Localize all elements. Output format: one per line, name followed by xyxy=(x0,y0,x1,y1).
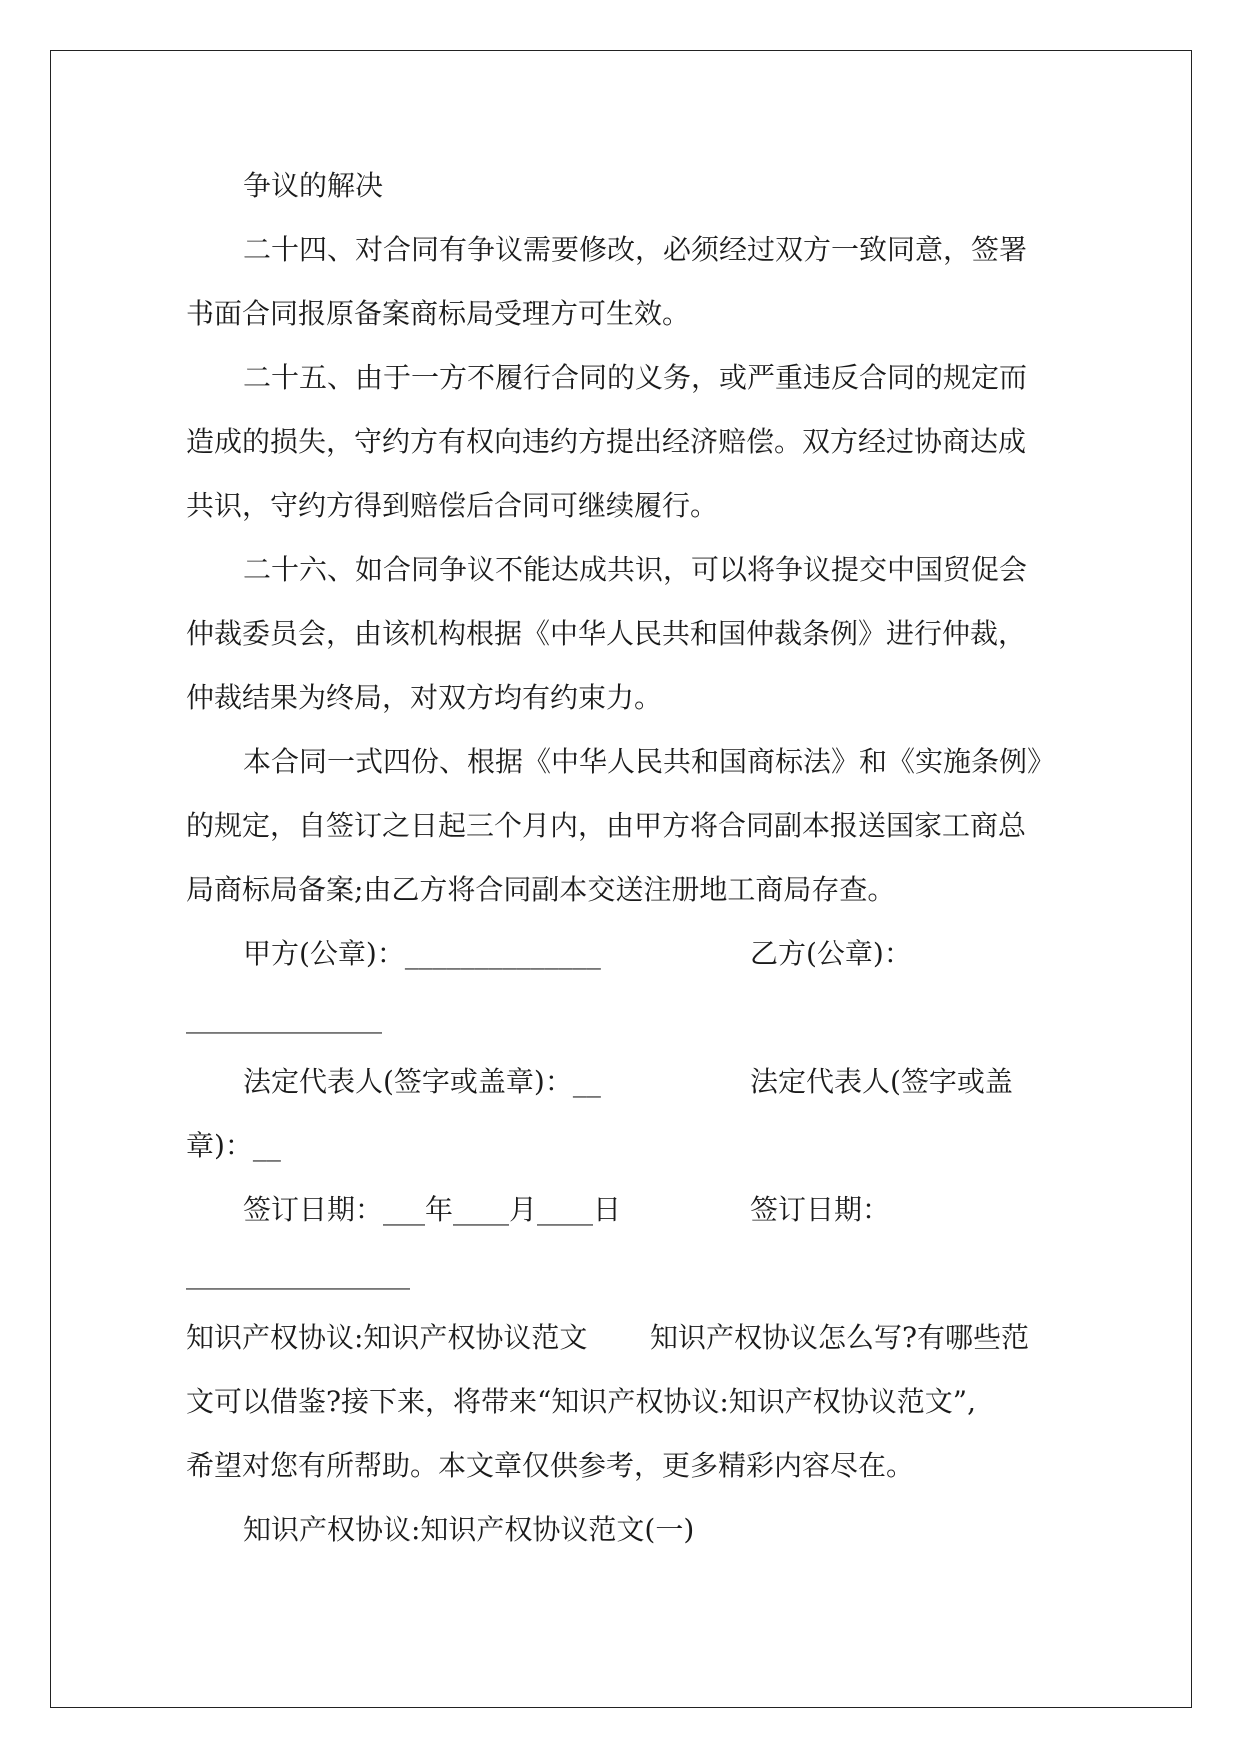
clause-25-line-2: 造成的损失，守约方有权向违约方提出经济赔偿。双方经过协商达成 xyxy=(186,425,1027,458)
intro-line-1-right: 知识产权协议怎么写?有哪些范 xyxy=(650,1321,1030,1354)
party-a-sign-date-field: 签订日期：___年____月____日 xyxy=(243,1193,622,1226)
copies-clause-line-3: 局商标局备案;由乙方将合同副本交送注册地工商局存查。 xyxy=(186,873,896,906)
party-a-representative-field: 法定代表人(签字或盖章)：__ xyxy=(243,1065,601,1098)
party-b-sign-date-field: 签订日期： xyxy=(750,1193,891,1226)
article-heading: 知识产权协议:知识产权协议范文(一) xyxy=(243,1513,695,1546)
clause-24-line-2: 书面合同报原备案商标局受理方可生效。 xyxy=(186,297,691,330)
clause-24-line-1: 二十四、对合同有争议需要修改，必须经过双方一致同意，签署 xyxy=(243,233,1028,266)
intro-line-2: 文可以借鉴?接下来，将带来“知识产权协议:知识产权协议范文”, xyxy=(186,1385,976,1418)
copies-clause-line-1: 本合同一式四份、根据《中华人民共和国商标法》和《实施条例》 xyxy=(243,745,1056,778)
party-b-seal-blank: ______________ xyxy=(186,1001,382,1034)
copies-clause-line-2: 的规定，自签订之日起三个月内，由甲方将合同副本报送国家工商总 xyxy=(186,809,1027,842)
section-heading-dispute: 争议的解决 xyxy=(243,169,384,202)
clause-25-line-3: 共识，守约方得到赔偿后合同可继续履行。 xyxy=(186,489,719,522)
party-b-representative-field-cont: 章)：__ xyxy=(186,1129,281,1162)
party-b-sign-date-blank: ________________ xyxy=(186,1257,410,1290)
clause-26-line-2: 仲裁委员会，由该机构根据《中华人民共和国仲裁条例》进行仲裁， xyxy=(186,617,1027,650)
party-b-seal-field: 乙方(公章)： xyxy=(750,937,912,970)
intro-line-1-left: 知识产权协议:知识产权协议范文 xyxy=(186,1321,588,1354)
intro-line-3: 希望对您有所帮助。本文章仅供参考，更多精彩内容尽在。 xyxy=(186,1449,915,1482)
party-b-representative-field: 法定代表人(签字或盖 xyxy=(750,1065,1013,1098)
clause-26-line-1: 二十六、如合同争议不能达成共识，可以将争议提交中国贸促会 xyxy=(243,553,1028,586)
clause-25-line-1: 二十五、由于一方不履行合同的义务，或严重违反合同的规定而 xyxy=(243,361,1028,394)
clause-26-line-3: 仲裁结果为终局，对双方均有约束力。 xyxy=(186,681,663,714)
party-a-seal-field: 甲方(公章)：______________ xyxy=(243,937,601,970)
